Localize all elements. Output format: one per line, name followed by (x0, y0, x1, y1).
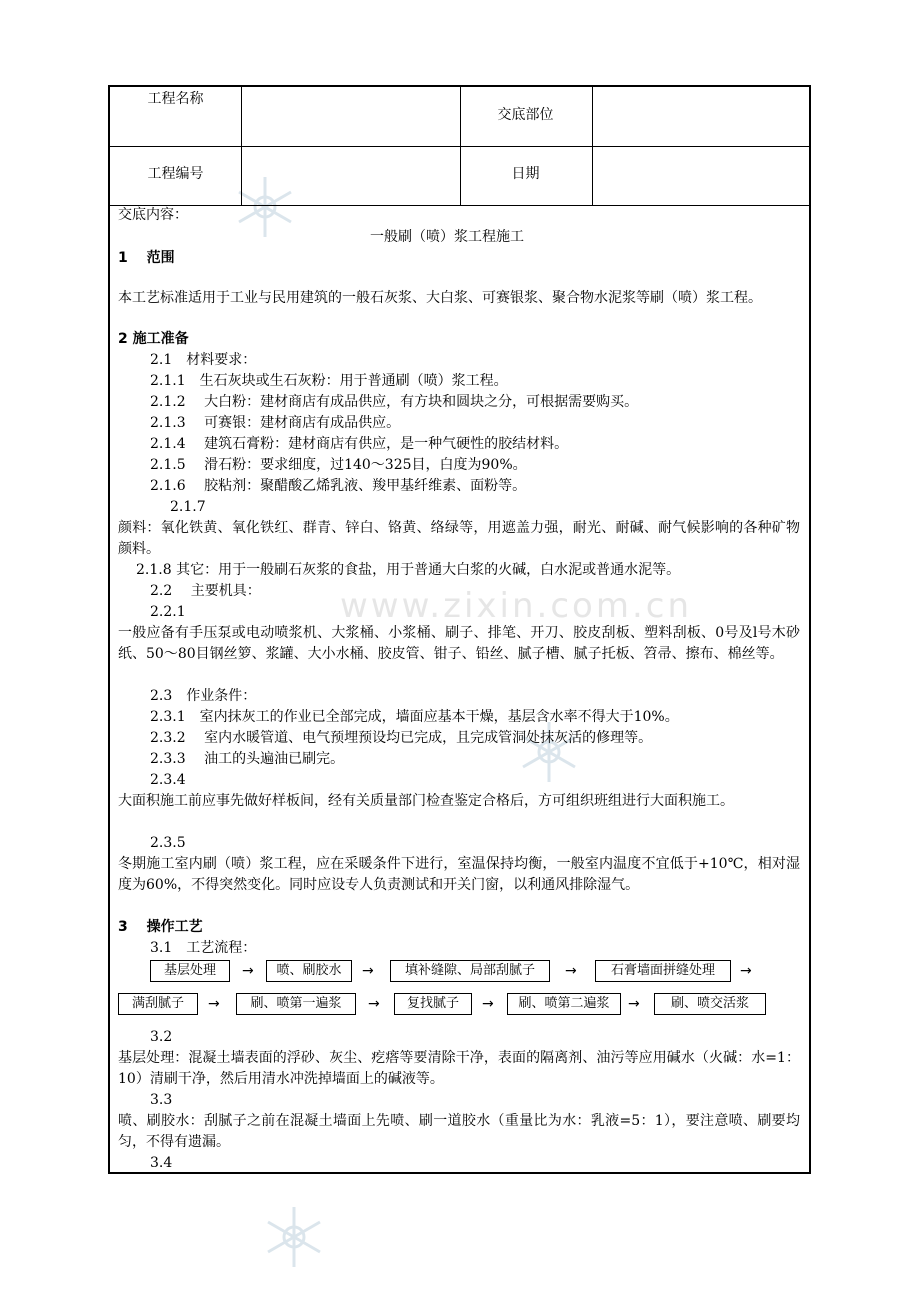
handover-part-label: 交底部位 (497, 107, 554, 123)
flow-arrow-icon: → (242, 963, 254, 979)
flow-arrow-icon: → (740, 963, 752, 979)
date-label: 日期 (511, 166, 540, 182)
project-name-label: 工程名称 (147, 91, 204, 107)
paragraph: 大面积施工前应事先做好样板间，经有关质量部门检查鉴定合格后，方可组织班组进行大面积施工。 (118, 793, 734, 809)
subsection: 2.1 材料要求： (150, 352, 257, 368)
paragraph: 本工艺标准适用于工业与民用建筑的一般石灰浆、大白浆、可赛银浆、聚合物水泥浆等刷（喷）浆工程。 (118, 290, 762, 306)
item-number: 2.1.7 (170, 499, 206, 515)
section-heading: 1 范围 (118, 250, 175, 266)
item: 2.1.6 胶粘剂：聚醋酸乙烯乳液、羧甲基纤维素、面粉等。 (150, 478, 527, 494)
subsection: 2.3 作业条件： (150, 688, 257, 704)
item: 2.3.3 油工的头遍油已刷完。 (150, 751, 345, 767)
content-label: 交底内容： (118, 207, 188, 223)
document-title: 一般刷（喷）浆工程施工 (370, 229, 524, 245)
paragraph: 一般应备有手压泵或电动喷浆机、大浆桶、小浆桶、刷子、排笔、开刀、胶皮刮板、塑料刮板、0号及l号木砂纸、50～80目钢丝箩、浆罐、大小水桶、胶皮管、钳子、铅丝、腻子槽、腻子托板、笤帚、擦布、棉丝等。 (118, 625, 800, 662)
subsection: 2.2 主要机具： (150, 583, 261, 599)
flow-arrow-icon: → (628, 996, 640, 1012)
watermark-text: www.zixin.com.cn (340, 586, 692, 626)
item: 2.1.5 滑石粉：要求细度，过140～325目，白度为90%。 (150, 457, 527, 473)
flow-step: 刷、喷第二遍浆 (507, 993, 621, 1015)
item: 2.3.2 室内水暖管道、电气预埋预设均已完成，且完成管洞处抹灰活的修理等。 (150, 730, 653, 746)
item-number: 2.3.5 (150, 835, 186, 851)
flow-arrow-icon: → (368, 996, 380, 1012)
flow-step: 刷、喷交活浆 (654, 993, 766, 1015)
item-number: 3.3 (150, 1092, 173, 1108)
flow-step: 复找腻子 (394, 993, 472, 1015)
item-number: 3.4 (150, 1155, 173, 1171)
item: 2.1.8 其它：用于一般刷石灰浆的食盐，用于普通大白浆的火碱，白水泥或普通水泥等。 (136, 562, 681, 578)
flow-arrow-icon: → (482, 996, 494, 1012)
item: 2.1.3 可赛银：建材商店有成品供应。 (150, 415, 401, 431)
item-number: 3.2 (150, 1029, 173, 1045)
flow-arrow-icon: → (565, 963, 577, 979)
item: 2.1.2 大白粉：建材商店有成品供应，有方块和圆块之分，可根据需要购买。 (150, 394, 639, 410)
item: 2.1.4 建筑石膏粉：建材商店有供应，是一种气硬性的胶结材料。 (150, 436, 569, 452)
flow-step: 填补缝隙、局部刮腻子 (390, 960, 550, 982)
flow-arrow-icon: → (362, 963, 374, 979)
flow-step: 满刮腻子 (118, 993, 198, 1015)
item: 2.3.1 室内抹灰工的作业已全部完成，墙面应基本干燥，基层含水率不得大于10%。 (150, 709, 679, 725)
paragraph: 喷、刷胶水：刮腻子之前在混凝土墙面上先喷、刷一道胶水（重量比为水：乳液=5：1），要注意喷、刷要均匀，不得有遗漏。 (118, 1113, 800, 1150)
flow-step: 石膏墙面拼缝处理 (595, 960, 731, 982)
project-no-label: 工程编号 (147, 166, 204, 182)
item-number: 2.2.1 (150, 604, 186, 620)
flow-step: 基层处理 (150, 960, 230, 982)
flow-step: 刷、喷第一遍浆 (236, 993, 356, 1015)
subsection: 3.1 工艺流程： (150, 940, 257, 956)
item-number: 2.3.4 (150, 772, 186, 788)
paragraph: 颜料：氧化铁黄、氧化铁红、群青、锌白、铬黄、络绿等，用遮盖力强，耐光、耐碱、耐气候影响的各种矿物颜料。 (118, 520, 800, 557)
paragraph: 基层处理：混凝土墙表面的浮砂、灰尘、疙瘩等要清除干净，表面的隔离剂、油污等应用碱水（火碱：水=1：10）清刷干净，然后用清水冲洗掉墙面上的碱液等。 (118, 1050, 800, 1087)
flow-arrow-icon: → (208, 996, 220, 1012)
snowflake-watermark-icon (262, 1205, 326, 1269)
section-heading: 2 施工准备 (118, 331, 189, 347)
item: 2.1.1 生石灰块或生石灰粉：用于普通刷（喷）浆工程。 (150, 373, 508, 389)
paragraph: 冬期施工室内刷（喷）浆工程，应在采暖条件下进行，室温保持均衡，一般室内温度不宜低于+10℃，相对湿度为60%，不得突然变化。同时应设专人负责测试和开关门窗，以利通风排除湿气。 (118, 856, 800, 893)
section-heading: 3 操作工艺 (118, 919, 203, 935)
flow-step: 喷、刷胶水 (266, 960, 352, 982)
